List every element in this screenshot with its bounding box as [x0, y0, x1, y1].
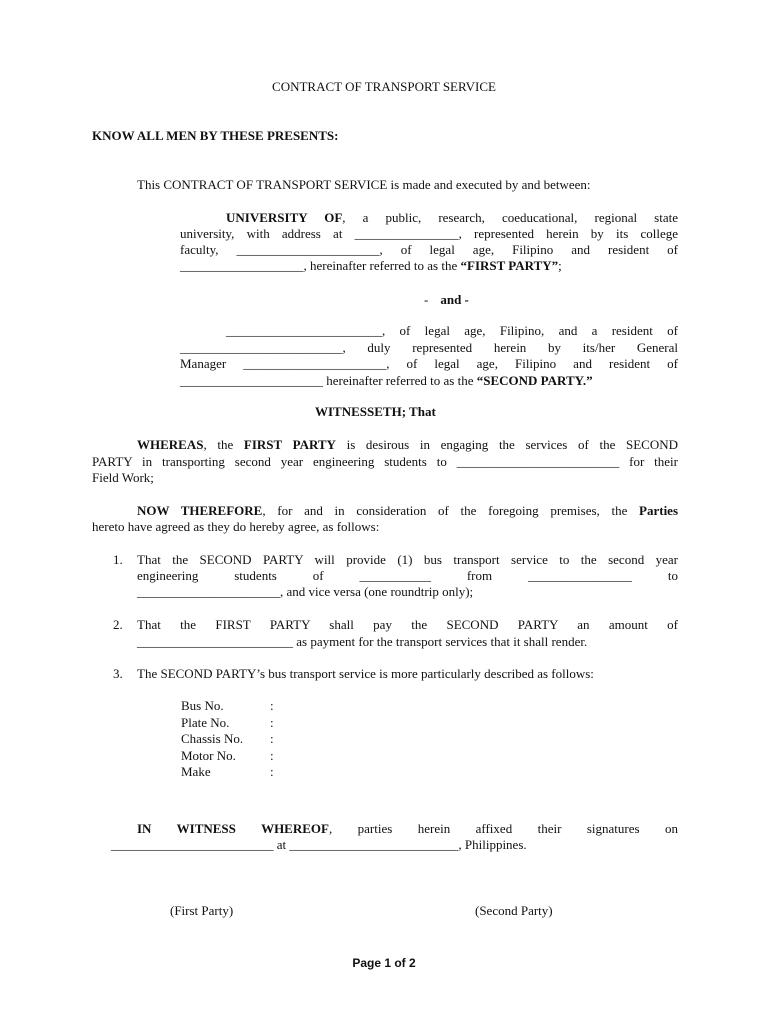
- second-party-line-4: ______________________ hereinafter referred to as the “SECOND PARTY.”: [180, 373, 593, 388]
- second-party-signature-label: (Second Party): [475, 903, 553, 918]
- first-party-line-2: university, with address at ________________, represented herein by its college: [180, 226, 678, 241]
- motor-no-label: Motor No.: [181, 748, 236, 763]
- first-party-line-4: ___________________, hereinafter referred to as the “FIRST PARTY”;: [180, 258, 562, 273]
- whereas-line-1: WHEREAS, the FIRST PARTY is desirous in engaging the services of the SECOND: [137, 437, 678, 452]
- heading: KNOW ALL MEN BY THESE PRESENTS:: [92, 128, 339, 143]
- university-name: UNIVERSITY OF: [226, 210, 343, 225]
- item-1-line-1: That the SECOND PARTY will provide (1) bus transport service to the second year: [137, 552, 678, 567]
- witness-line-2: _________________________ at __________________________, Philippines.: [111, 837, 527, 852]
- second-party-line-2: _________________________, duly represented herein by its/her General: [180, 340, 678, 355]
- item-3-number: 3.: [113, 666, 123, 681]
- item-2-line-1: That the FIRST PARTY shall pay the SECOND PARTY an amount of: [137, 617, 678, 632]
- item-1-line-2: engineering students of ___________ from ________________ to: [137, 568, 678, 583]
- intro-paragraph: This CONTRACT OF TRANSPORT SERVICE is made and executed by and between:: [137, 177, 591, 192]
- and-separator: - and -: [424, 292, 469, 307]
- now-therefore-line-2: hereto have agreed as they do hereby agree, as follows:: [92, 519, 380, 534]
- document-title: CONTRACT OF TRANSPORT SERVICE: [272, 79, 496, 94]
- bus-no-label: Bus No.: [181, 698, 224, 713]
- first-party-signature-label: (First Party): [170, 903, 234, 918]
- plate-no-colon: :: [270, 715, 274, 730]
- item-1-number: 1.: [113, 552, 123, 567]
- first-party-line-3: faculty, ______________________, of legal age, Filipino and resident of: [180, 242, 678, 257]
- second-party-label: “SECOND PARTY.”: [476, 373, 593, 388]
- motor-no-colon: :: [270, 748, 274, 763]
- witnesseth-heading: WITNESSETH; That: [315, 404, 436, 419]
- first-party-line-1: UNIVERSITY OF, a public, research, coeducational, regional state: [226, 210, 678, 225]
- page-number: Page 1 of 2: [352, 956, 416, 970]
- witness-line-1: IN WITNESS WHEREOF, parties herein affixed their signatures on: [137, 821, 678, 836]
- make-label: Make: [181, 764, 211, 779]
- chassis-no-colon: :: [270, 731, 274, 746]
- bus-no-colon: :: [270, 698, 274, 713]
- item-3-line-1: The SECOND PARTY’s bus transport service is more particularly described as follows:: [137, 666, 594, 681]
- item-2-number: 2.: [113, 617, 123, 632]
- make-colon: :: [270, 764, 274, 779]
- item-1-line-3: ______________________, and vice versa (one roundtrip only);: [137, 584, 474, 599]
- whereas-line-3: Field Work;: [92, 470, 154, 485]
- whereas-line-2: PARTY in transporting second year engineering students to _________________________ for their: [92, 454, 678, 469]
- plate-no-label: Plate No.: [181, 715, 230, 730]
- first-party-label: “FIRST PARTY”: [460, 258, 559, 273]
- chassis-no-label: Chassis No.: [181, 731, 244, 746]
- second-party-line-3: Manager ______________________, of legal age, Filipino and resident of: [180, 356, 678, 371]
- now-therefore-line-1: NOW THEREFORE, for and in consideration of the foregoing premises, the Parties: [137, 503, 679, 518]
- second-party-line-1: ________________________, of legal age, Filipino, and a resident of: [226, 323, 678, 338]
- item-2-line-2: ________________________ as payment for the transport services that it shall render.: [137, 634, 588, 649]
